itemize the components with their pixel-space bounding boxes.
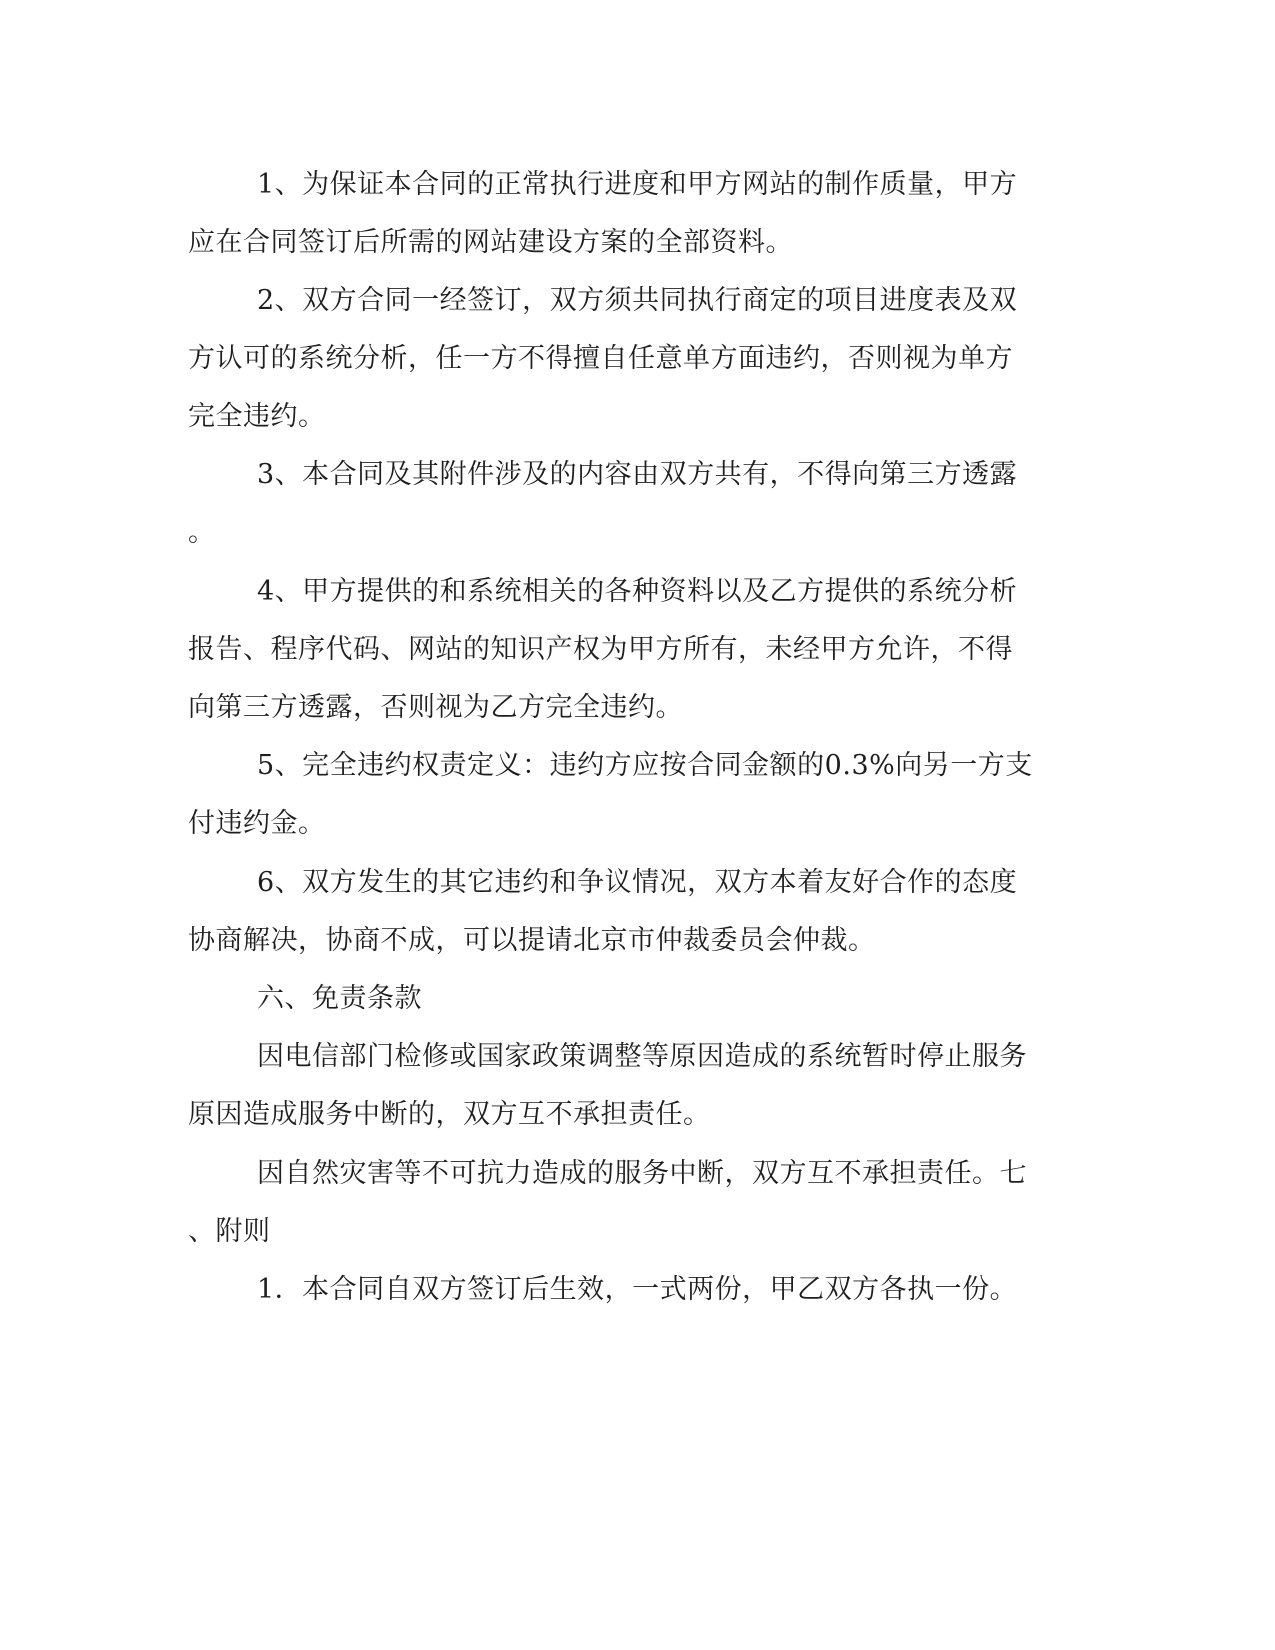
text-line-14: 协商解决，协商不成，可以提请北京市仲裁委员会仲裁。 bbox=[188, 925, 876, 956]
text-line-4: 方认可的系统分析，任一方不得擅自任意单方面违约，否则视为单方 bbox=[188, 343, 1013, 374]
text-line-17: 原因造成服务中断的，双方互不承担责任。 bbox=[188, 1099, 711, 1130]
text-line-10: 向第三方透露，否则视为乙方完全违约。 bbox=[188, 692, 683, 723]
text-line-7: 。 bbox=[188, 517, 216, 548]
text-line-19: 、附则 bbox=[188, 1216, 271, 1247]
text-line-2: 应在合同签订后所需的网站建设方案的全部资料。 bbox=[188, 227, 793, 258]
text-line-18: 因自然灾害等不可抗力造成的服务中断，双方互不承担责任。七 bbox=[257, 1158, 1027, 1189]
text-line-9: 报告、程序代码、网站的知识产权为甲方所有，未经甲方允许，不得 bbox=[188, 634, 1013, 665]
text-line-12: 付违约金。 bbox=[188, 808, 326, 839]
text-line-16: 因电信部门检修或国家政策调整等原因造成的系统暂时停止服务 bbox=[257, 1041, 1027, 1072]
text-line-6: 3、本合同及其附件涉及的内容由双方共有，不得向第三方透露 bbox=[257, 459, 1018, 490]
text-line-13: 6、双方发生的其它违约和争议情况，双方本着友好合作的态度 bbox=[257, 867, 1018, 898]
text-line-11: 5、完全违约权责定义：违约方应按合同金额的0.3%向另一方支 bbox=[257, 750, 1033, 781]
text-line-1: 1、为保证本合同的正常执行进度和甲方网站的制作质量，甲方 bbox=[257, 169, 1018, 200]
text-line-3: 2、双方合同一经签订，双方须共同执行商定的项目进度表及双 bbox=[257, 285, 1018, 316]
text-line-5: 完全违约。 bbox=[188, 401, 326, 432]
text-line-8: 4、甲方提供的和系统相关的各种资料以及乙方提供的系统分析 bbox=[257, 576, 1018, 607]
section-heading: 六、免责条款 bbox=[257, 983, 422, 1014]
text-line-20: 1．本合同自双方签订后生效，一式两份，甲乙双方各执一份。 bbox=[257, 1274, 1018, 1305]
